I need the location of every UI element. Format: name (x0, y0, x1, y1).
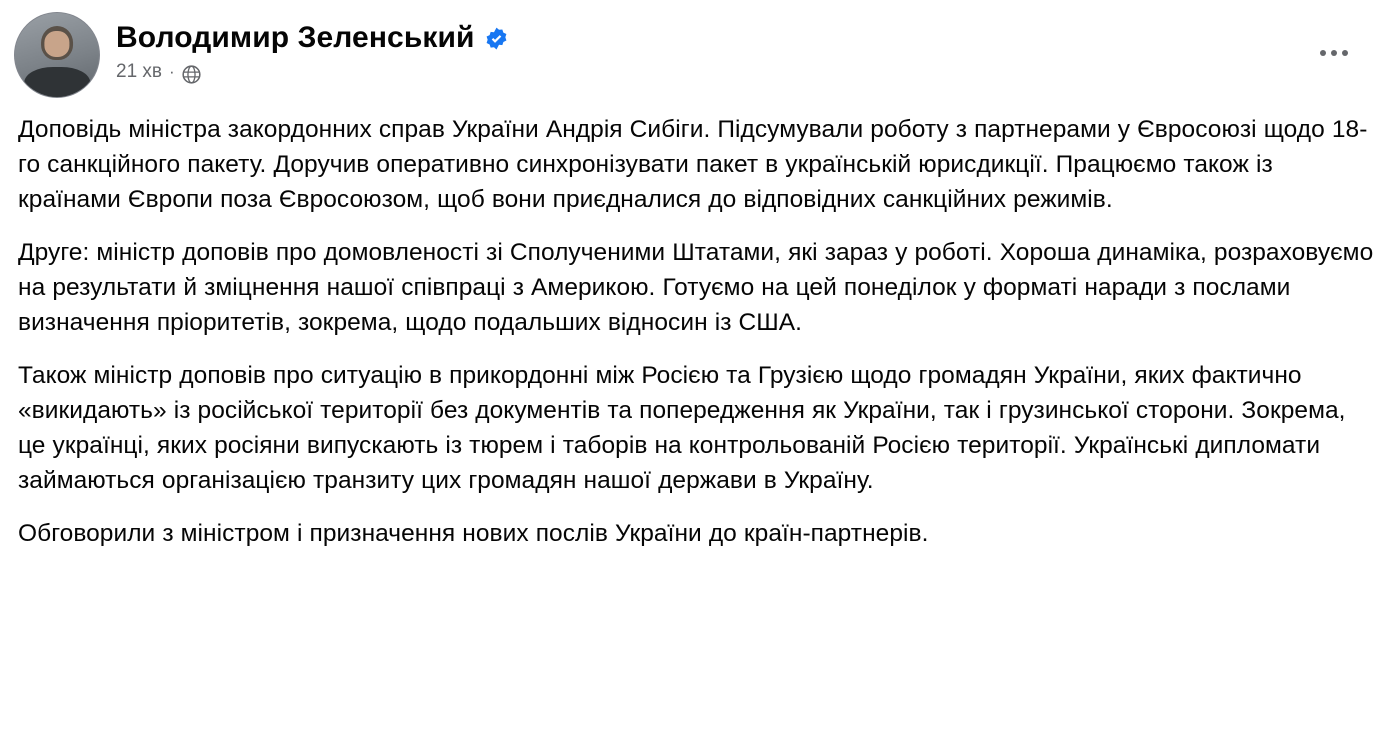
globe-public-icon[interactable] (182, 65, 201, 84)
post-paragraph: Друге: міністр доповів про домовленості зі Сполученими Штатами, які зараз у роботі. Хороша динаміка, розраховуємо на результати й зміцнення нашої співпраці з Америкою. Готуємо на цей понеділок у форматі наради з послами визначення пріоритетів, зокрема, щодо подальших відносин із США. (18, 239, 1374, 336)
verified-badge-icon (484, 26, 509, 51)
post-paragraph: Обговорили з міністром і призначення нових послів України до країн-партнерів. (18, 520, 929, 547)
author-name[interactable]: Володимир Зеленський (116, 21, 475, 54)
ellipsis-icon-dot-2 (1331, 50, 1337, 56)
avatar-body (24, 67, 90, 98)
avatar-face (44, 31, 69, 56)
author-row (116, 20, 509, 56)
post-options-button[interactable] (1310, 36, 1358, 70)
post-header (0, 0, 1400, 98)
post-paragraph: Доповідь міністра закордонних справ України Андрія Сибіги. Підсумували роботу з партнерами у Євросоюзі щодо 18-го санкційного пакету. Доручив оперативно синхронізувати пакет в українській юрисдикції. Працюємо також із країнами Європи поза Євросоюзом, щоб вони приєдналися до відповідних санкційних режимів. (18, 116, 1368, 213)
post-meta (116, 60, 509, 84)
avatar[interactable] (14, 12, 100, 98)
post-header-text (116, 12, 509, 84)
meta-separator: · (169, 62, 175, 81)
ellipsis-icon-dot-3 (1342, 50, 1348, 56)
ellipsis-icon-dot-1 (1320, 50, 1326, 56)
post-body (0, 98, 1400, 551)
post-paragraph: Також міністр доповів про ситуацію в прикордонні між Росією та Грузією щодо громадян України, яких фактично «викидають» із російської території без документів та попередження як України, так і грузинської сторони. Зокрема, це українці, яких росіяни випускають із тюрем і таборів на контрольованій Росією території. Українські дипломати займаються організацією транзиту цих громадян нашої держави в Україну. (18, 362, 1346, 494)
post-timestamp[interactable]: 21 хв (116, 61, 163, 82)
